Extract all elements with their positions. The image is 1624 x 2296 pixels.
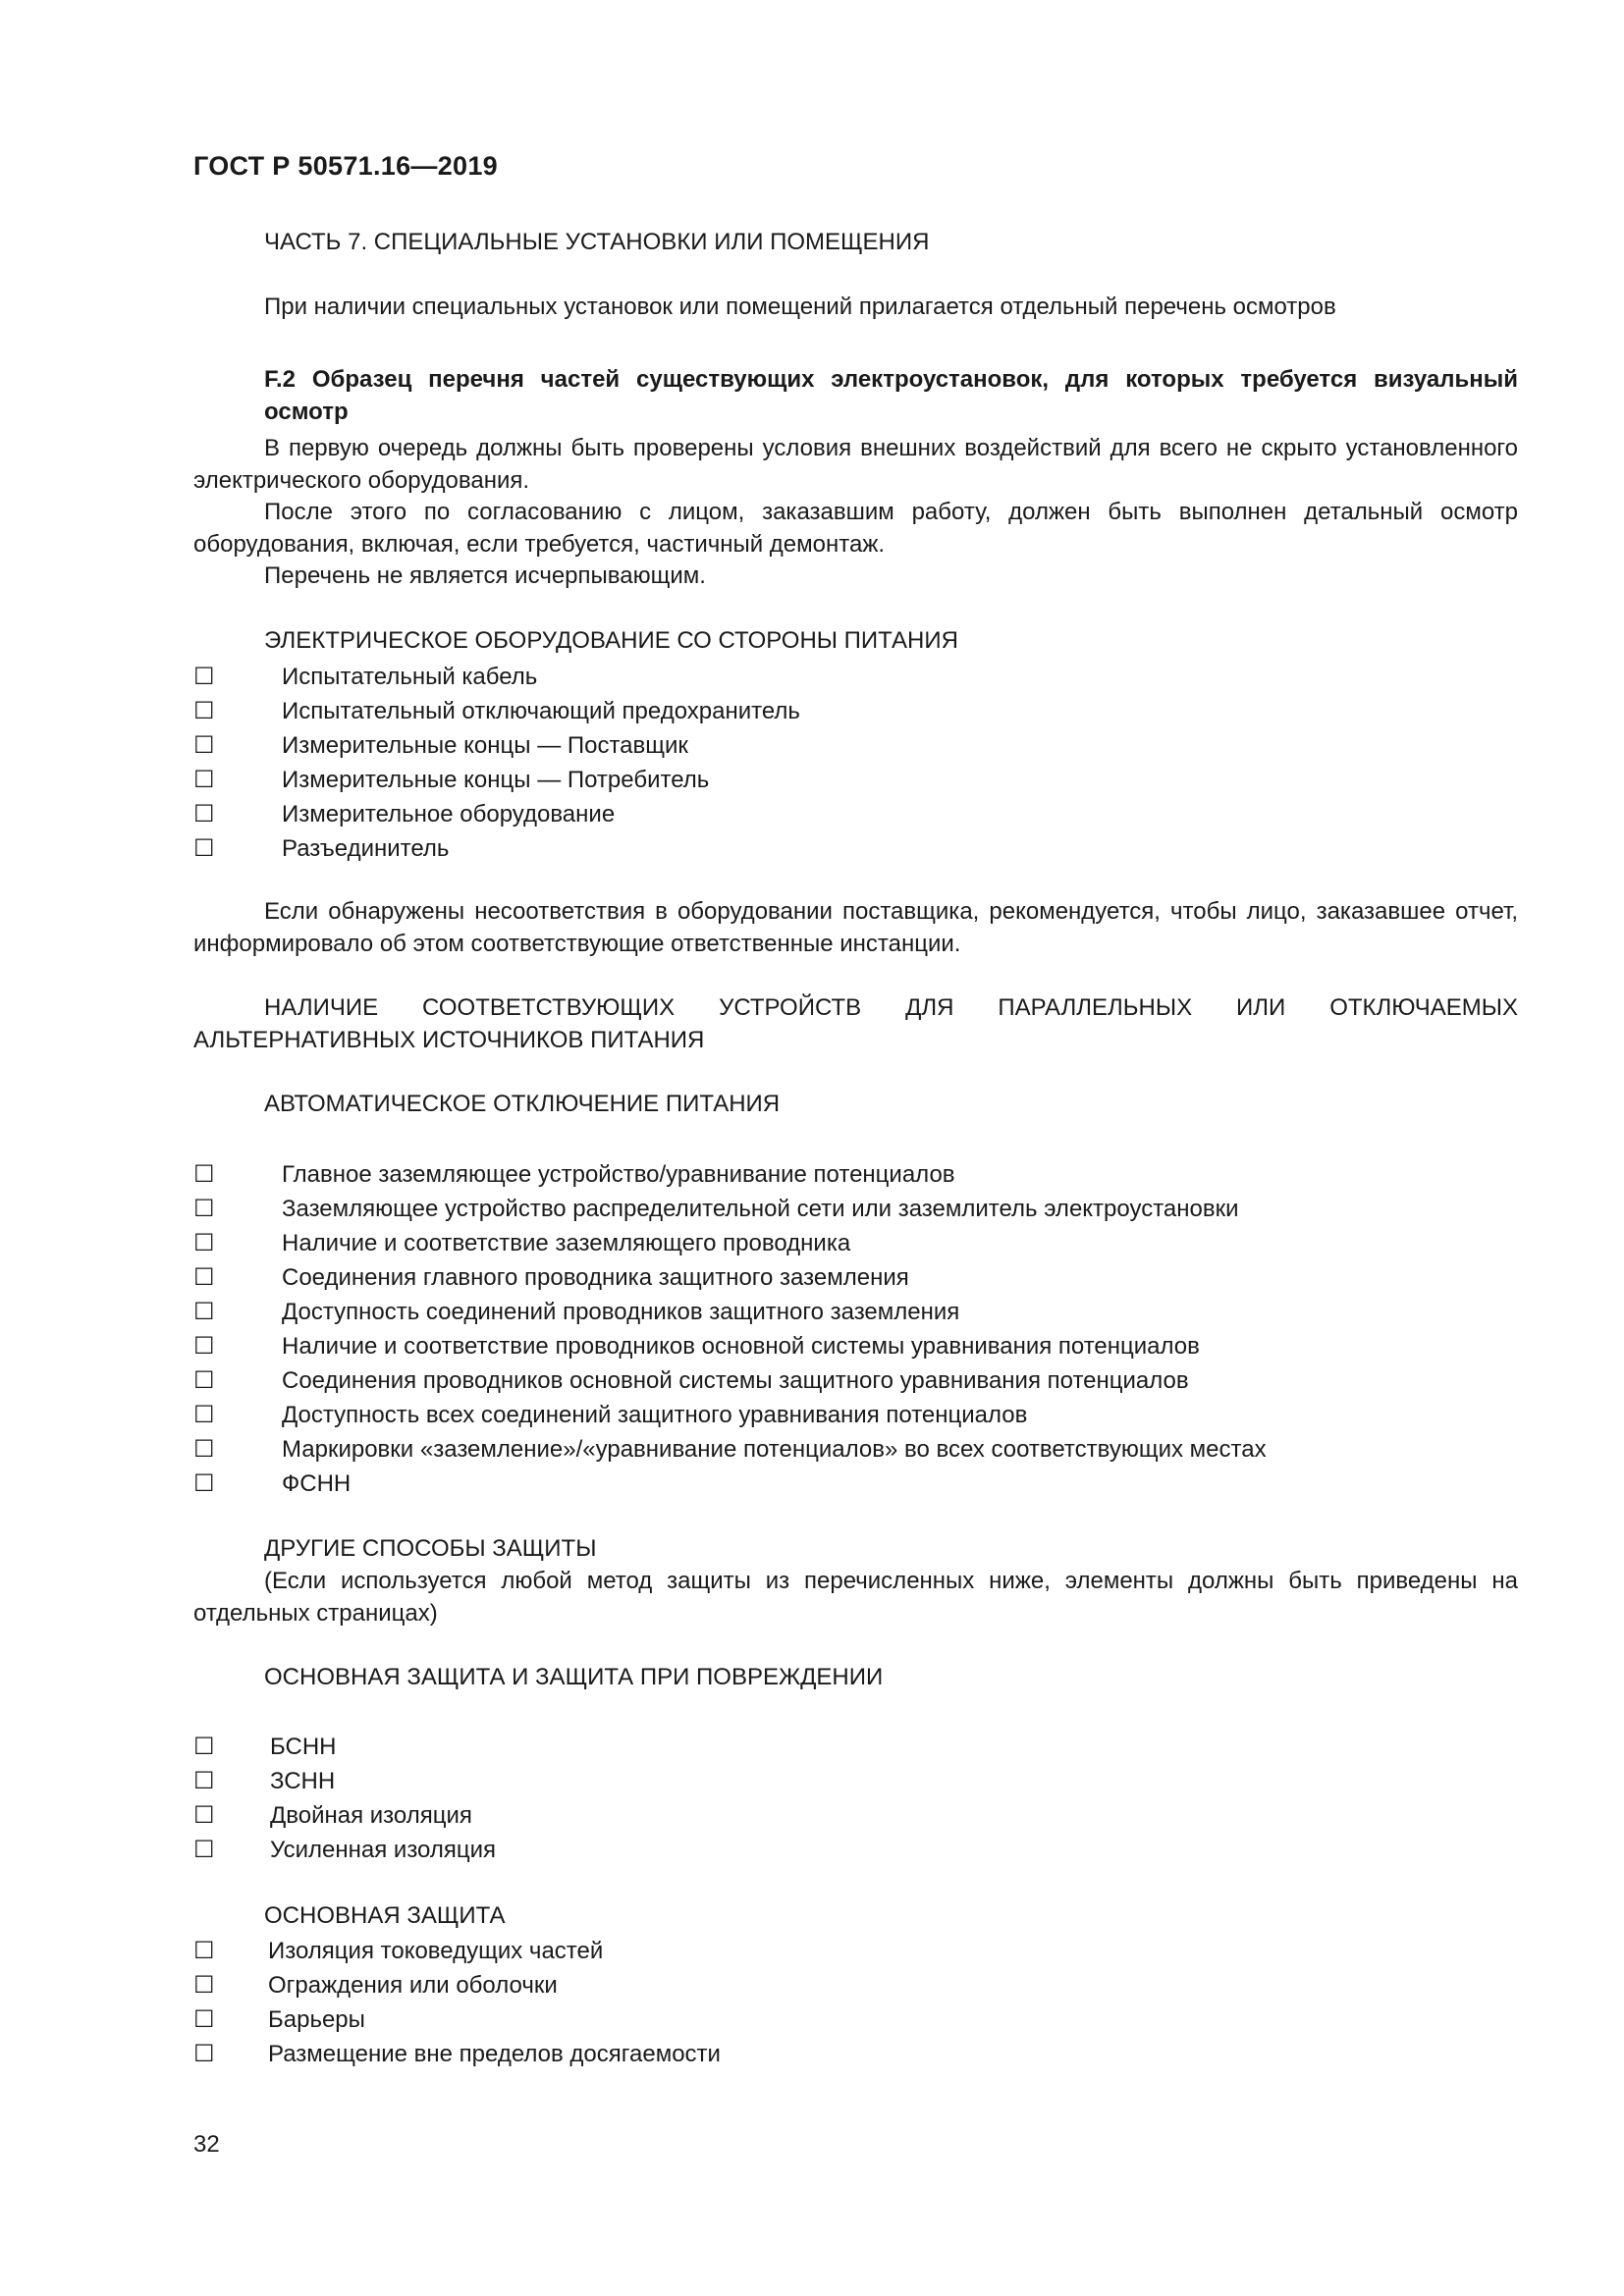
checklist-item[interactable] — [193, 1329, 1267, 1363]
checklist-item[interactable] — [193, 694, 800, 728]
auto-disconnect-checklist — [193, 1157, 1267, 1501]
checkbox-icon[interactable]: ☐ — [193, 2040, 215, 2067]
checkbox-icon[interactable]: ☐ — [193, 1195, 215, 1222]
checklist-item[interactable] — [193, 1833, 496, 1867]
basic-protection-heading: ОСНОВНАЯ ЗАЩИТА — [264, 1902, 506, 1929]
checkbox-icon[interactable]: ☐ — [193, 1263, 215, 1291]
auto-disconnect-heading: АВТОМАТИЧЕСКОЕ ОТКЛЮЧЕНИЕ ПИТАНИЯ — [264, 1091, 781, 1117]
checklist-item-label: Наличие и соответствие заземляющего проводника — [282, 1229, 851, 1256]
checkbox-icon[interactable]: ☐ — [193, 1801, 215, 1829]
checklist-item-label: Ограждения или оболочки — [268, 1971, 558, 1999]
checklist-item-label: Маркировки «заземление»/«уравнивание потенциалов» во всех соответствующих местах — [282, 1435, 1267, 1463]
part7-heading: ЧАСТЬ 7. СПЕЦИАЛЬНЫЕ УСТАНОВКИ ИЛИ ПОМЕЩЕНИЯ — [264, 229, 930, 255]
checkbox-icon[interactable]: ☐ — [193, 663, 215, 690]
checkbox-icon[interactable]: ☐ — [193, 1767, 215, 1794]
checklist-item[interactable] — [193, 728, 800, 763]
other-methods-heading: ДРУГИЕ СПОСОБЫ ЗАЩИТЫ — [264, 1535, 597, 1562]
checklist-item[interactable] — [193, 1157, 1267, 1192]
f2-paragraph-1: В первую очередь должны быть проверены условия внешних воздействий для всего не скрыто установленного электрического оборудования. — [193, 435, 1518, 494]
checkbox-icon[interactable]: ☐ — [193, 800, 215, 828]
checkbox-icon[interactable]: ☐ — [193, 1401, 215, 1428]
checklist-item[interactable] — [193, 1467, 1267, 1501]
supplier-note: Если обнаружены несоответствия в оборудовании поставщика, рекомендуется, чтобы лицо, заказавшее отчет, информировало об этом соответствующие ответственные инстанции. — [193, 898, 1518, 957]
checklist-item-label: Усиленная изоляция — [270, 1836, 497, 1863]
f2-paragraph-3: Перечень не является исчерпывающим. — [264, 562, 706, 589]
checklist-item[interactable] — [193, 797, 800, 831]
checklist-item-label: Наличие и соответствие проводников основной системы уравнивания потенциалов — [282, 1332, 1200, 1360]
checklist-item[interactable] — [193, 1730, 496, 1764]
checklist-item[interactable] — [193, 763, 800, 797]
checkbox-icon[interactable]: ☐ — [193, 1366, 215, 1394]
checkbox-icon[interactable]: ☐ — [193, 697, 215, 724]
supply-side-heading: ЭЛЕКТРИЧЕСКОЕ ОБОРУДОВАНИЕ СО СТОРОНЫ ПИТАНИЯ — [264, 627, 958, 654]
other-methods-note: (Если используется любой метод защиты из перечисленных ниже, элементы должны быть приведены на отдельных страницах) — [193, 1568, 1518, 1627]
checklist-item-label: Изоляция токоведущих частей — [268, 1937, 604, 1964]
checklist-item-label: ФСНН — [282, 1469, 352, 1497]
basic-and-fault-checklist — [193, 1730, 496, 1867]
checklist-item[interactable] — [193, 1968, 721, 2002]
page-number: 32 — [193, 2131, 220, 2158]
checklist-item[interactable] — [193, 1226, 1267, 1260]
checklist-item[interactable] — [193, 1295, 1267, 1329]
checklist-item-label: Размещение вне пределов досягаемости — [268, 2040, 721, 2067]
checklist-item-label: Заземляющее устройство распределительной сети или заземлитель электроустановки — [282, 1195, 1239, 1222]
basic-protection-checklist — [193, 1934, 721, 2071]
checkbox-icon[interactable]: ☐ — [193, 1836, 215, 1863]
checklist-item-label: Измерительные концы — Поставщик — [282, 731, 688, 759]
checklist-item-label: Измерительное оборудование — [282, 800, 616, 828]
checkbox-icon[interactable]: ☐ — [193, 731, 215, 759]
checkbox-icon[interactable]: ☐ — [193, 1160, 215, 1188]
checkbox-icon[interactable]: ☐ — [193, 834, 215, 862]
checklist-item[interactable] — [193, 1398, 1267, 1432]
checkbox-icon[interactable]: ☐ — [193, 1937, 215, 1964]
checklist-item-label: Разъединитель — [282, 834, 450, 862]
checklist-item-label: Соединения проводников основной системы защитного уравнивания потенциалов — [282, 1366, 1189, 1394]
supply-side-checklist — [193, 660, 800, 866]
checklist-item[interactable] — [193, 831, 800, 866]
checkbox-icon[interactable]: ☐ — [193, 1229, 215, 1256]
checklist-item[interactable] — [193, 1798, 496, 1833]
checklist-item-label: Доступность всех соединений защитного уравнивания потенциалов — [282, 1401, 1028, 1428]
checklist-item-label: Барьеры — [268, 2005, 365, 2033]
checklist-item-label: Испытательный кабель — [282, 663, 538, 690]
checkbox-icon[interactable]: ☐ — [193, 1733, 215, 1760]
checklist-item[interactable] — [193, 1432, 1267, 1467]
checkbox-icon[interactable]: ☐ — [193, 1971, 215, 1999]
checklist-item[interactable] — [193, 1363, 1267, 1398]
checklist-item-label: Измерительные концы — Потребитель — [282, 766, 710, 793]
checkbox-icon[interactable]: ☐ — [193, 1298, 215, 1325]
checklist-item-label: Главное заземляющее устройство/уравнивание потенциалов — [282, 1160, 955, 1188]
checkbox-icon[interactable]: ☐ — [193, 1469, 215, 1497]
checklist-item-label: БСНН — [270, 1733, 337, 1760]
document-code: ГОСТ Р 50571.16—2019 — [193, 151, 498, 181]
checklist-item-label: Испытательный отключающий предохранитель — [282, 697, 800, 724]
checklist-item[interactable] — [193, 1934, 721, 1968]
checklist-item[interactable] — [193, 1192, 1267, 1226]
checklist-item-label: Двойная изоляция — [270, 1801, 472, 1829]
alt-sources-heading: НАЛИЧИЕ СООТВЕТСТВУЮЩИХ УСТРОЙСТВ ДЛЯ ПАРАЛЛЕЛЬНЫХ ИЛИ ОТКЛЮЧАЕМЫХ АЛЬТЕРНАТИВНЫХ ИСТОЧНИКОВ ПИТАНИЯ — [193, 994, 1518, 1053]
checkbox-icon[interactable]: ☐ — [193, 1435, 215, 1463]
checklist-item[interactable] — [193, 2002, 721, 2037]
checklist-item[interactable] — [193, 660, 800, 694]
checklist-item-label: ЗСНН — [270, 1767, 336, 1794]
checklist-item-label: Доступность соединений проводников защитного заземления — [282, 1298, 960, 1325]
checkbox-icon[interactable]: ☐ — [193, 766, 215, 793]
checklist-item-label: Соединения главного проводника защитного заземления — [282, 1263, 909, 1291]
f2-paragraph-2: После этого по согласованию с лицом, заказавшим работу, должен быть выполнен детальный осмотр оборудования, включая, если требуется, частичный демонтаж. — [193, 499, 1518, 558]
part7-text: При наличии специальных установок или помещений прилагается отдельный перечень осмотров — [264, 294, 1336, 320]
checkbox-icon[interactable]: ☐ — [193, 1332, 215, 1360]
basic-and-fault-heading: ОСНОВНАЯ ЗАЩИТА И ЗАЩИТА ПРИ ПОВРЕЖДЕНИИ — [264, 1664, 884, 1690]
checkbox-icon[interactable]: ☐ — [193, 2005, 215, 2033]
checklist-item[interactable] — [193, 2037, 721, 2071]
section-f2-title: F.2 Образец перечня частей существующих электроустановок, для которых требуется визуальный осмотр — [264, 366, 1518, 425]
checklist-item[interactable] — [193, 1260, 1267, 1295]
checklist-item[interactable] — [193, 1764, 496, 1798]
